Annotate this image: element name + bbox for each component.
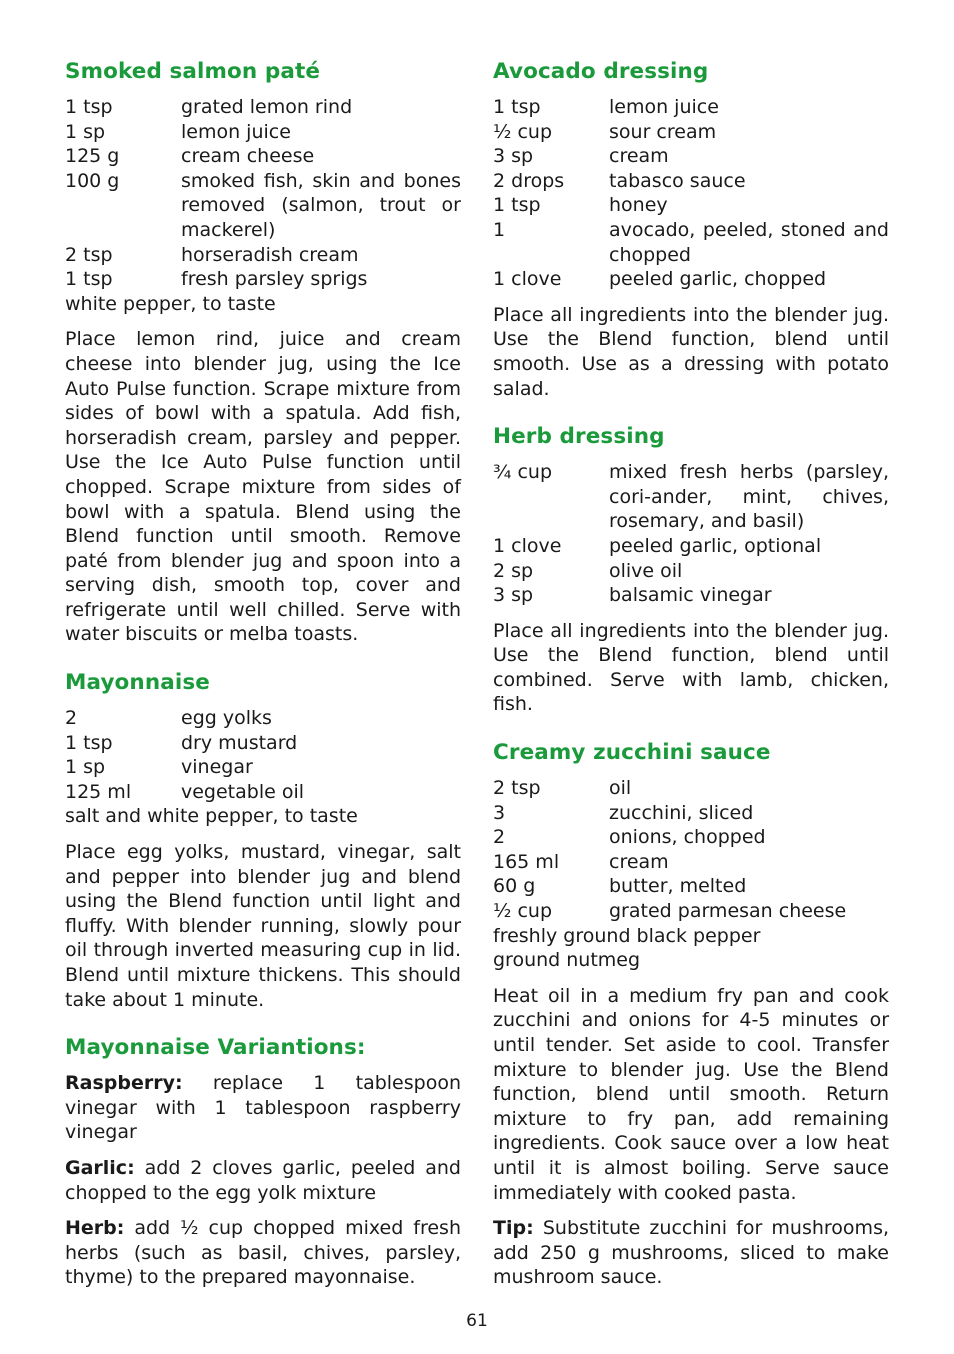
ingredient-row: ½ cup sour cream — [493, 120, 717, 143]
recipe-method: Place egg yolks, mustard, vinegar, salt and pepper into blender jug and blend using the Blend function until light and fluffy. With blender running, slowly pour oil through inverted measuring cup in lid. Blend until mixture thickens. This should take about 1 minute. — [65, 841, 461, 1011]
ingredient-row: 125 ml vegetable oil — [65, 780, 305, 803]
ingredient-row: 125 g cream cheese — [65, 145, 315, 168]
ingredient-row: 2 egg yolks — [65, 707, 272, 730]
variation-label: Raspberry: — [65, 1072, 183, 1095]
ingredient-row: 1 avocado, peeled, stoned and chopped — [493, 218, 889, 266]
ingredient-row: ½ cup grated parmesan cheese — [493, 900, 847, 923]
recipe-mayonnaise — [65, 669, 461, 1012]
tip-label: Tip: — [493, 1217, 534, 1240]
variation-label: Herb: — [65, 1217, 125, 1240]
variation-label: Garlic: — [65, 1156, 135, 1179]
ingredient-row: 2 onions, chopped — [493, 826, 766, 849]
ingredient-row: 1 sp lemon juice — [65, 120, 291, 143]
page-number: 61 — [466, 1311, 488, 1331]
ingredient-extra: freshly ground black pepper — [493, 924, 761, 947]
section-title: Mayonnaise Variantions: — [65, 1035, 366, 1061]
ingredient-row: 3 sp cream — [493, 145, 669, 168]
ingredient-row: 1 clove peeled garlic, optional — [493, 534, 822, 557]
ingredient-row: 165 ml cream — [493, 850, 669, 873]
ingredient-row: 2 tsp oil — [493, 777, 632, 800]
ingredient-row: 2 sp olive oil — [493, 559, 683, 582]
recipe-method: Place all ingredients into the blender jug. Use the Blend function, blend until combined. Serve with lamb, chicken, fish. — [493, 619, 889, 716]
recipe-creamy-zucchini-sauce — [493, 739, 889, 1290]
ingredient-extra: ground nutmeg — [493, 949, 641, 972]
ingredient-row: 1 clove peeled garlic, chopped — [493, 268, 827, 291]
recipe-method: Heat oil in a medium fry pan and cook zucchini and onions for 4-5 minutes or until tender. Set aside to cool. Transfer mixture to blender jug. Use the Blend function, blend until smooth. Return mixture to fry pan, add remaining ingredients. Cook sauce over a low heat until it is almost boiling. Serve sauce immediately with cooked pasta. — [493, 984, 889, 1204]
ingredient-list — [65, 706, 461, 829]
variation-text: add ½ cup chopped mixed fresh herbs (such as basil, chives, parsley, thyme) to the prepared mayonnaise. — [65, 1217, 461, 1289]
ingredient-row: 1 tsp grated lemon rind — [65, 96, 353, 118]
tip-text: Substitute zucchini for mushrooms, add 250 g mushrooms, sliced to make mushroom sauce. — [493, 1217, 890, 1289]
variation-garlic — [65, 1156, 461, 1205]
right-column — [493, 58, 889, 1290]
ingredient-row: 3 zucchini, sliced — [493, 801, 754, 824]
ingredient-row: 1 tsp lemon juice — [493, 96, 719, 118]
left-column — [65, 58, 461, 1301]
recipe-title: Smoked salmon paté — [65, 59, 321, 84]
recipe-method: Place lemon rind, juice and cream cheese into blender jug, using the Ice Auto Pulse function. Scrape mixture from sides of bowl with a spatula. Add fish, horseradish cream, parsley and pepper. Use the Ice Auto Pulse function until chopped. Scrape mixture from sides of bowl with a spatula. Blend using the Blend function until smooth. Remove paté from blender jug and spoon into a serving dish, smooth top, cover and refrigerate until well chilled. Serve with water biscuits or melba toasts. — [65, 328, 461, 646]
recipe-title: Avocado dressing — [493, 59, 709, 84]
ingredient-extra: salt and white pepper, to taste — [65, 805, 358, 828]
variation-text: replace 1 tablespoon vinegar with 1 tablespoon raspberry vinegar — [65, 1072, 461, 1144]
ingredient-row: ¾ cup mixed fresh herbs (parsley, cori-ander, mint, chives, rosemary, and basil) — [493, 461, 889, 533]
ingredient-row: 2 tsp horseradish cream — [65, 243, 359, 266]
recipe-avocado-dressing — [493, 58, 889, 401]
ingredient-list — [493, 460, 889, 608]
variation-raspberry — [65, 1071, 461, 1145]
recipe-herb-dressing — [493, 423, 889, 717]
ingredient-list — [493, 95, 889, 292]
mayonnaise-variations — [65, 1034, 461, 1290]
ingredient-row: 1 tsp honey — [493, 194, 668, 217]
ingredient-list — [493, 776, 889, 973]
variation-herb — [65, 1216, 461, 1290]
recipe-title: Mayonnaise — [65, 670, 210, 696]
ingredient-row: 100 g smoked fish, skin and bones removed (salmon, trout or mackerel) — [65, 169, 461, 241]
ingredient-row: 1 tsp fresh parsley sprigs — [65, 268, 368, 291]
recipe-title: Herb dressing — [493, 424, 665, 450]
variation-text: add 2 cloves garlic, peeled and chopped to the egg yolk mixture — [65, 1156, 461, 1204]
ingredient-extra: white pepper, to taste — [65, 292, 276, 315]
recipe-smoked-salmon-pate — [65, 58, 461, 647]
ingredient-row: 2 drops tabasco sauce — [493, 169, 746, 192]
recipe-title: Creamy zucchini sauce — [493, 740, 771, 766]
ingredient-row: 3 sp balsamic vinegar — [493, 584, 772, 607]
ingredient-list — [65, 95, 461, 316]
ingredient-row: 1 tsp dry mustard — [65, 731, 298, 754]
recipe-tip — [493, 1216, 889, 1290]
ingredient-row: 60 g butter, melted — [493, 875, 747, 898]
ingredient-row: 1 sp vinegar — [65, 756, 253, 779]
recipe-method: Place all ingredients into the blender jug. Use the Blend function, blend until smooth. Use as a dressing with potato salad. — [493, 303, 889, 400]
